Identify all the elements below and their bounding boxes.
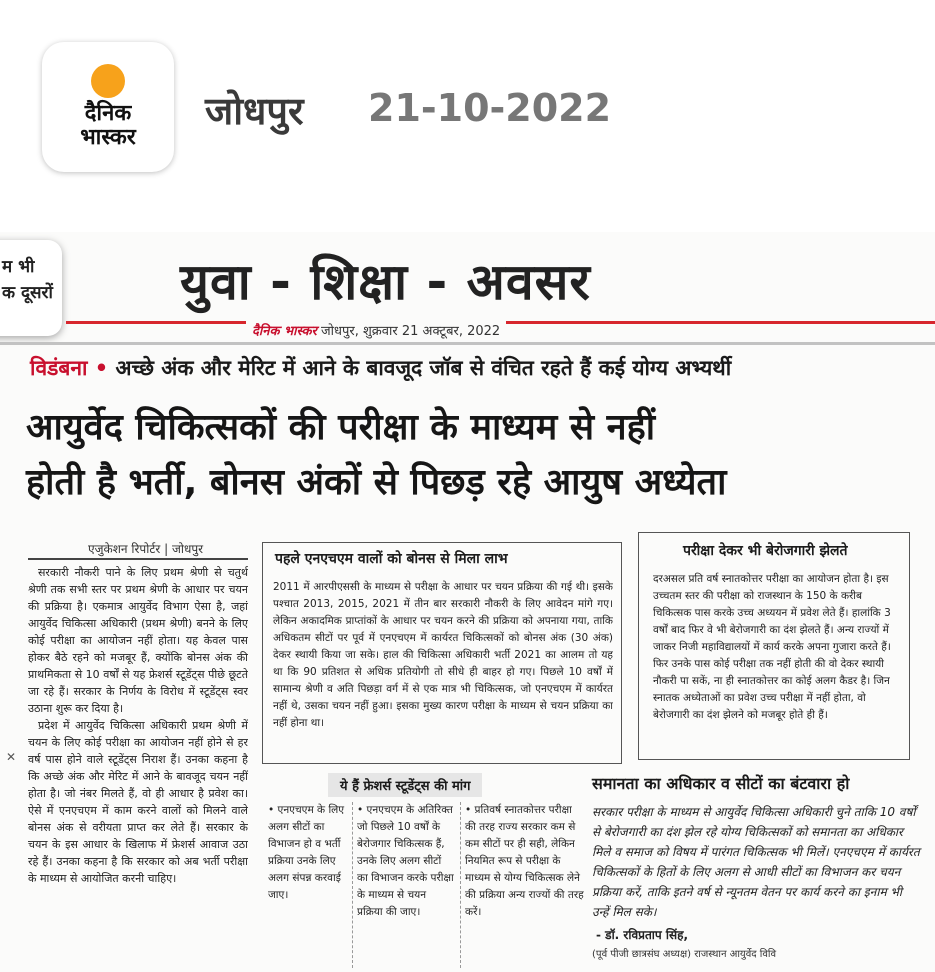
- unemployment-box: [638, 532, 910, 760]
- equality-quote: सरकार परीक्षा के माध्यम से आयुर्वेद चिकित्सा अधिकारी चुने ताकि 10 वर्षों से बेरोजगारी का दंश झेल रहे योग्य चिकित्सकों को समानता का अधिकार मिले व समाज को विषय में पारंगत चिकित्सक भी मिलें। एनएचएम में कार्यरत चिकित्सकों के हितों के लिए अलग से आधी सीटों का विभाजन कर चयन प्रक्रिया करें, ताकि इतने वर्ष से न्यूनतम वेतन पर कार्य करने का इनाम भी उन्हें मिल सके।: [592, 805, 920, 919]
- kicker-text: अच्छे अंक और मेरिट में आने के बावजूद जॉब से वंचित रहते हैं कई योग्य अभ्यर्थी: [115, 356, 732, 380]
- kicker-bullet: •: [94, 356, 116, 380]
- folio-line: [246, 321, 506, 339]
- newspaper-page: [0, 232, 935, 972]
- demand-item: • एनएचएम के अतिरिक्त जो पिछले 10 वर्षों के बेरोजगार चिकित्सक हैं, उनके लिए अलग सीटों का विभाजन करके परीक्षा के माध्यम से चयन प्रक्रिया की जाए।: [352, 802, 454, 968]
- article-kicker: [30, 354, 731, 382]
- previous-clipping-line2: क दूसरों: [2, 283, 53, 303]
- logo-text-line1: दैनिक: [84, 101, 132, 126]
- unemployment-text: दरअसल प्रति वर्ष स्नातकोत्तर परीक्षा का आयोजन होता है। इस उच्चतम स्तर की परीक्षा को राजस्थान के 150 के करीब चिकित्सक पास करके उच्च अध्ययन में प्रवेश लेते हैं। हालांकि 3 वर्षों बाद फिर वे भी बेरोजगारी का दंश झेलते हैं। अन्य राज्यों में जाकर निजी महाविद्यालयों में कार्य करके अपना गुजारा करते हैं। फिर उनके पास कोई परीक्षा तक नहीं होती की वो देकर स्थायी नौकरी पा सकें, ना ही स्नातकोत्तर का कोई अलग कैडर है। जिन स्नातक अध्येताओं का प्रवेश उच्च परीक्षा में नहीं होता, वो बेरोजगारी का दंश झेलने को मजबूर होते ही हैं।: [653, 573, 891, 721]
- folio-text: जोधपुर, शुक्रवार 21 अक्टूबर, 2022: [316, 324, 501, 339]
- crop-mark-icon: ✕: [6, 750, 17, 764]
- kicker-tag: विडंबना: [30, 356, 88, 380]
- byline: एजुकेशन रिपोर्टर | जोधपुर: [88, 542, 204, 556]
- divider: [0, 342, 935, 345]
- headline-line2: होती है भर्ती, बोनस अंकों से पिछड़ रहे आयुष अध्येता: [26, 462, 727, 503]
- headline-line1: आयुर्वेद चिकित्सकों की परीक्षा के माध्यम से नहीं: [26, 407, 656, 448]
- edition-city: जोधपुर: [205, 89, 304, 133]
- nhm-bonus-title: पहले एनएचएम वालों को बोनस से मिला लाभ: [275, 551, 508, 567]
- previous-clipping-line1: म भी: [2, 257, 35, 277]
- section-title: युवा - शिक्षा - अवसर: [180, 253, 591, 311]
- demand-item: • एनएचएम के लिए अलग सीटों का विभाजन हो व भर्ती प्रक्रिया उनके लिए अलग संपन्न करवाई जाए।: [268, 804, 345, 901]
- nhm-bonus-box: [262, 542, 622, 764]
- demand-item: • प्रतिवर्ष स्नातकोत्तर परीक्षा की तरह राज्य सरकार कम से कम सीटों पर ही सही, लेकिन नियमित रूप से परीक्षा के माध्यम से योग्य चिकित्सक लेने की प्रक्रिया अन्य राज्यों की तरह करें।: [460, 802, 584, 968]
- quote-author: - डॉ. रविप्रताप सिंह,: [596, 928, 689, 942]
- logo-text-line2: भास्कर: [80, 125, 136, 150]
- app-logo[interactable]: [42, 42, 174, 172]
- demands-title: ये हैं फ्रेशर्स स्टूडेंट्स की मांग: [328, 773, 482, 797]
- edition-date: 21-10-2022: [368, 86, 612, 130]
- equality-title: समानता का अधिकार व सीटों का बंटवारा हो: [592, 774, 850, 793]
- body-paragraph-2: प्रदेश में आयुर्वेद चिकित्सा अधिकारी प्रथम श्रेणी में चयन के लिए कोई परीक्षा का आयोजन नहीं होने से हर वर्ष पास होने वाले स्टूडेंट्स निराश हैं। उनका कहना है कि अच्छे अंक और मेरिट में आने के बावजूद चयन नहीं होता है। जो नंबर मिलते हैं, वो ही आधार है प्रवेश का। ऐसे में एनएचएम में काम करने वालों को मिलने वाले बोनस अंक से वरीयता प्राप्त कर लेते हैं। सरकार के चयन के इस आधार के खिलाफ में फ्रेशर्स आवाज उठा रहे हैं। उनका कहना है कि सरकार को अब भर्ती परीक्षा के माध्यम से आयोजित करनी चाहिए।: [28, 719, 248, 885]
- previous-clipping-card[interactable]: [0, 240, 62, 336]
- folio-brand: दैनिक भास्कर: [252, 324, 317, 339]
- body-paragraph-1: सरकारी नौकरी पाने के लिए प्रथम श्रेणी से चतुर्थ श्रेणी तक सभी स्तर पर प्रथम श्रेणी के आधार पर चयन की प्रक्रिया है। एकमात्र आयुर्वेद विभाग ऐसा है, जहां आयुर्वेद चिकित्सा अधिकारी (प्रथम श्रेणी) बनने के लिए कोई परीक्षा का आयोजन नहीं होता। यह केवल पास होकर बैठे रहने को मजबूर हैं, क्योंकि बोनस अंक की प्राथमिकता से 10 वर्षों से यह फ्रेशर्स स्टूडेंट्स पीछे छूटते जा रहे हैं। सरकार के निर्णय के विरोध में स्टूडेंट्स स्वर उठाना शुरू कर दिया है।: [28, 566, 248, 715]
- article-headline: [26, 400, 926, 510]
- sun-icon: [91, 64, 125, 98]
- unemployment-title: परीक्षा देकर भी बेरोजगारी झेलते: [683, 543, 848, 559]
- quote-author-role: (पूर्व पीजी छात्रसंघ अध्यक्ष) राजस्थान आयुर्वेद विवि: [592, 949, 777, 960]
- nhm-bonus-text: 2011 में आरपीएससी के माध्यम से परीक्षा के आधार पर चयन प्रक्रिया की गई थी। इसके पश्चात 2013, 2015, 2021 में तीन बार सरकारी नौकरी के लिए आवेदन मांगे गए। लेकिन अकादमिक प्राप्तांकों के आधार पर चयन करने की प्रक्रिया को अपनाया गया, ताकि अधिकतम सीटों पर पूर्व में एनएचएम में कार्यरत चिकित्सकों को बोनस अंक (30 अंक) देकर स्थायी किया जा सके। हाल की चिकित्सा अधिकारी भर्ती 2021 का आलम तो यह था कि 90 प्रतिशत से अधिक प्रतियोगी तो सीधे ही बाहर हो गए। पिछले 10 वर्षों में सामान्य श्रेणी व अति पिछड़ा वर्ग में से एक मात्र भी चिकित्सक, जो एनएचएम में कार्यरत नहीं थे, उसका चयन नहीं हुआ। इसका मुख्य कारण परीक्षा के माध्यम से चयन प्रक्रिया का नहीं होना था।: [273, 581, 613, 729]
- article-body: [28, 558, 248, 958]
